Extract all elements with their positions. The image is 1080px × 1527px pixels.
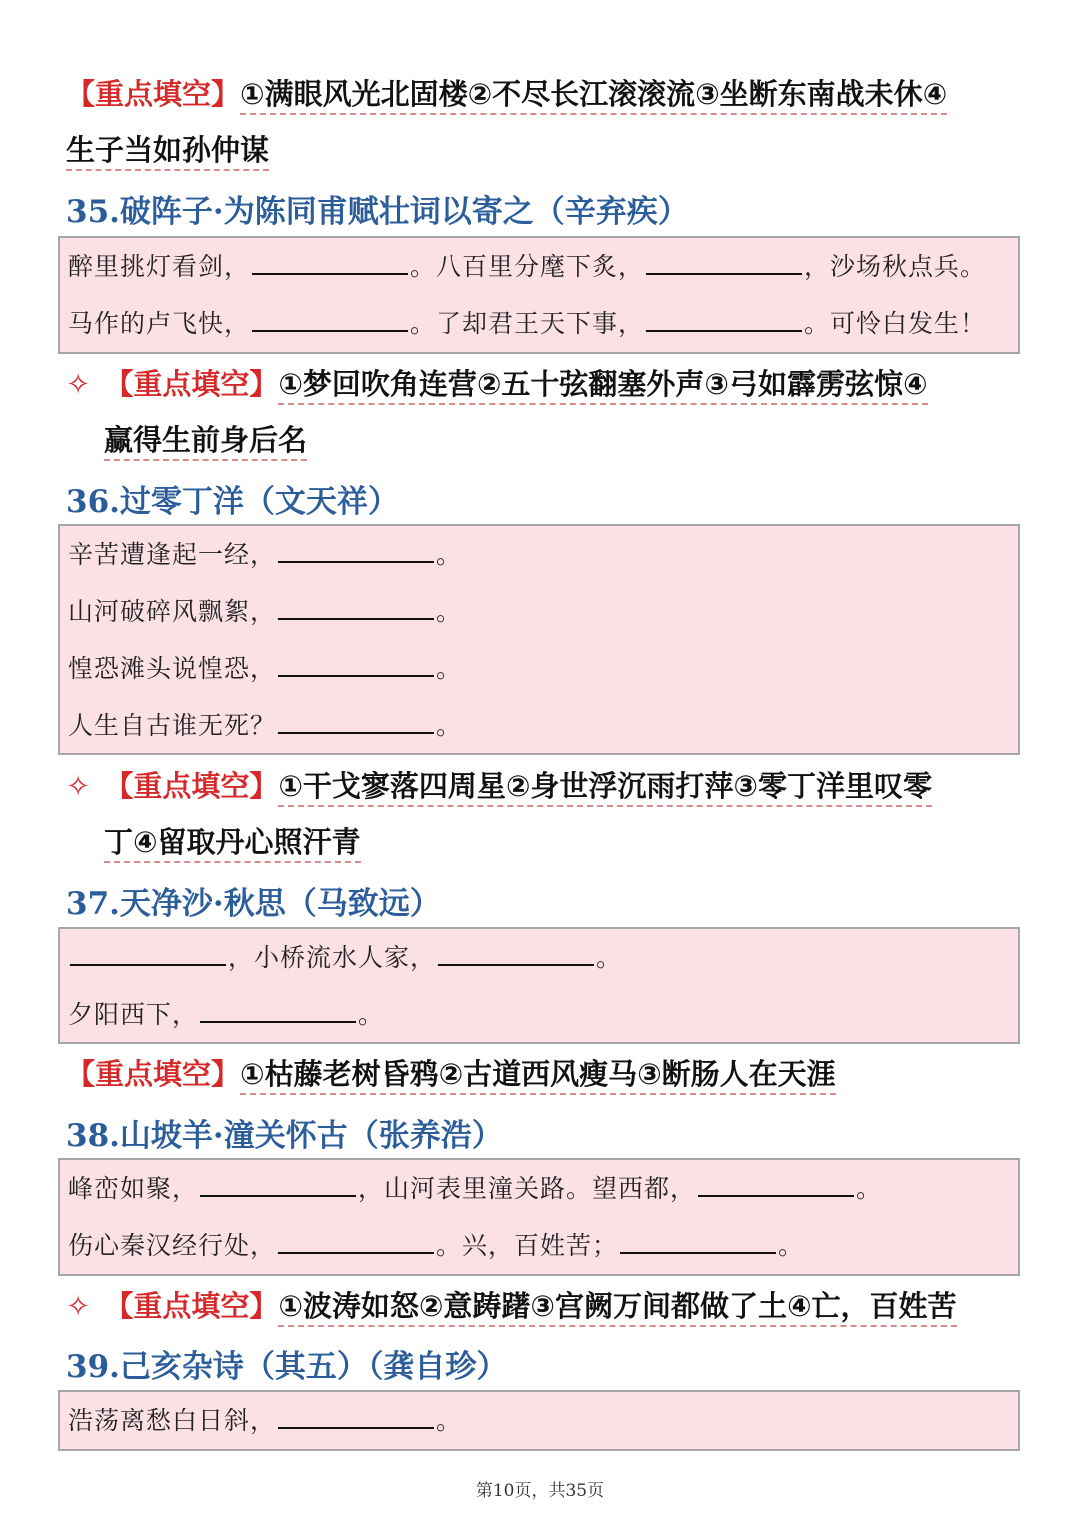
- poem-line: 醉里挑灯看剑， 。八百里分麾下炙， ，沙场秋点兵。: [68, 238, 1010, 295]
- poem-line: 马作的卢飞快， 。了却君王天下事， 。可怜白发生！: [68, 295, 1010, 352]
- answer-text: ①满眼风光北固楼②不尽长江滚滚流③坐断东南战未休④: [240, 77, 947, 115]
- key-fill-tag: 【重点填空】: [104, 1289, 279, 1323]
- fill-blank[interactable]: [200, 1171, 356, 1197]
- answer-text: 生子当如孙仲谋: [66, 133, 269, 171]
- star-icon: ✧: [66, 769, 91, 803]
- fill-blank[interactable]: [278, 651, 434, 677]
- section-title-39: 39.己亥杂诗（其五）（龚自珍）: [66, 1349, 508, 1385]
- poem-box-36: [58, 524, 1020, 755]
- key-fill-tag: 【重点填空】: [66, 1057, 241, 1091]
- poem-line: 人生自古谁无死？ 。: [68, 697, 1010, 754]
- section-title-38: 38.山坡羊·潼关怀古（张养浩）: [66, 1118, 503, 1154]
- answer-text: ①梦回吹角连营②五十弦翻塞外声③弓如霹雳弦惊④: [278, 367, 927, 405]
- fill-blank[interactable]: [438, 940, 594, 966]
- answer-text: ①波涛如怒②意踌躇③宫阙万间都做了土④亡，百姓苦: [278, 1289, 956, 1327]
- poem-box-39: [58, 1390, 1020, 1451]
- key-fill-tag: 【重点填空】: [104, 769, 279, 803]
- answer-36: [66, 758, 1026, 870]
- key-fill-tag: 【重点填空】: [104, 367, 279, 401]
- poem-box-35: [58, 236, 1020, 354]
- poem-box-37: [58, 927, 1020, 1044]
- key-fill-tag: 【重点填空】: [66, 77, 241, 111]
- fill-blank[interactable]: [698, 1171, 854, 1197]
- answer-text: ①干戈寥落四周星②身世浮沉雨打萍③零丁洋里叹零: [278, 769, 932, 807]
- section-title-35: 35.破阵子·为陈同甫赋壮词以寄之（辛弃疾）: [66, 194, 689, 230]
- poem-line: 夕阳西下， 。: [68, 986, 1010, 1043]
- fill-blank[interactable]: [278, 1228, 434, 1254]
- fill-blank[interactable]: [278, 708, 434, 734]
- poem-box-38: [58, 1158, 1020, 1276]
- answer-34: [66, 66, 1026, 178]
- poem-line: 惶恐滩头说惶恐， 。: [68, 640, 1010, 697]
- answer-38: [66, 1278, 1026, 1334]
- answer-37: [66, 1046, 1026, 1102]
- fill-blank[interactable]: [252, 249, 408, 275]
- poem-line: 山河破碎风飘絮， 。: [68, 583, 1010, 640]
- poem-line: ，小桥流水人家， 。: [68, 929, 1010, 986]
- answer-text: 赢得生前身后名: [104, 423, 307, 461]
- poem-line: 浩荡离愁白日斜， 。: [68, 1392, 1010, 1449]
- fill-blank[interactable]: [620, 1228, 776, 1254]
- star-icon: ✧: [66, 1289, 91, 1323]
- fill-blank[interactable]: [252, 306, 408, 332]
- fill-blank[interactable]: [278, 537, 434, 563]
- star-icon: ✧: [66, 367, 91, 401]
- poem-line: 伤心秦汉经行处， 。兴，百姓苦； 。: [68, 1217, 1010, 1274]
- fill-blank[interactable]: [278, 1403, 434, 1429]
- poem-line: 辛苦遭逢起一经， 。: [68, 526, 1010, 583]
- fill-blank[interactable]: [200, 997, 356, 1023]
- fill-blank[interactable]: [646, 249, 802, 275]
- fill-blank[interactable]: [646, 306, 802, 332]
- answer-35: [66, 356, 1026, 468]
- fill-blank[interactable]: [278, 594, 434, 620]
- section-title-37: 37.天净沙·秋思（马致远）: [66, 886, 441, 922]
- answer-text: 丁④留取丹心照汗青: [104, 825, 361, 863]
- fill-blank[interactable]: [70, 940, 226, 966]
- answer-text: ①枯藤老树昏鸦②古道西风瘦马③断肠人在天涯: [240, 1057, 836, 1095]
- poem-line: 峰峦如聚， ，山河表里潼关路。望西都， 。: [68, 1160, 1010, 1217]
- section-title-36: 36.过零丁洋（文天祥）: [66, 484, 399, 520]
- page-number: 第10页，共35页: [475, 1481, 605, 1501]
